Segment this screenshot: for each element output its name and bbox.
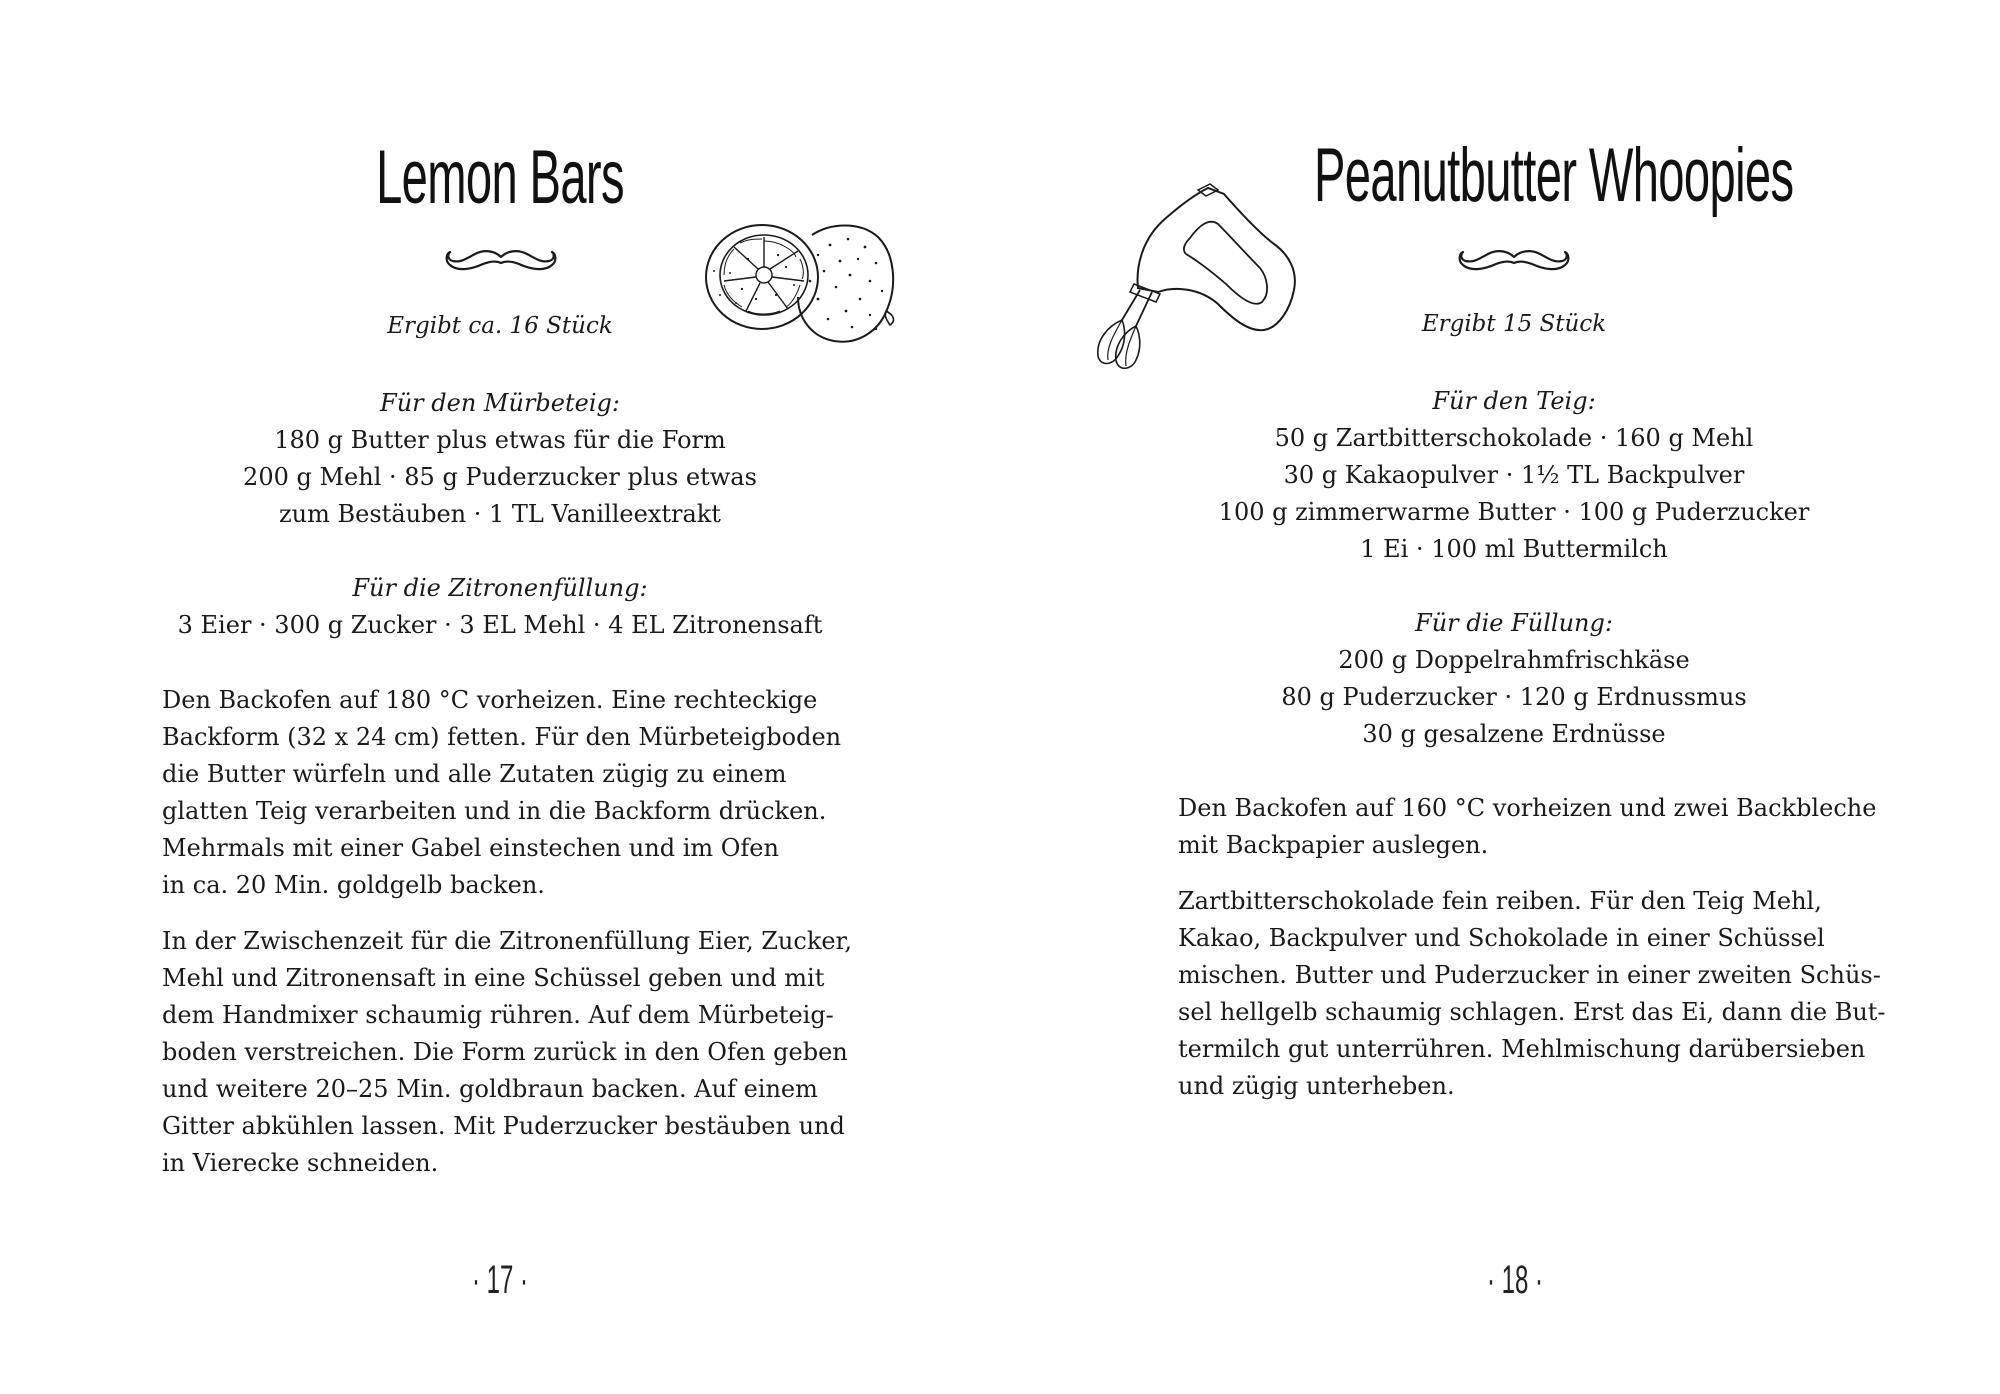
- method-paragraph: In der Zwischenzeit für die Zitronenfüllung Eier, Zucker, Mehl und Zitronensaft in eine Schüssel geben und mit dem Handmixer schaumig rühren. Auf dem Mürbeteig- boden verstreichen. Die Form zurück in den Ofen geben und weitere 20–25 Min. goldbraun backen. Auf einem Gitter abkühlen lassen. Mit Puderzucker bestäuben und in Vierecke schneiden.: [162, 927, 853, 1177]
- method-paragraph: Den Backofen auf 160 °C vorheizen und zwei Backbleche mit Backpapier auslegen.: [1178, 794, 1877, 859]
- mustache-icon: [1458, 245, 1570, 279]
- ingredient-group-heading: Für den Teig:: [1432, 387, 1596, 415]
- method-paragraph: Zartbitterschokolade fein reiben. Für den Teig Mehl, Kakao, Backpulver und Schokolade in einer Schüssel mischen. Butter und Puderzucker in einer zweiten Schüs- sel hellgelb schaumig schlagen. Erst das Ei, dann die But- termilch gut unterrühren. Mehlmischung darübersieben und zügig unterheben.: [1178, 887, 1886, 1100]
- mustache-icon: [445, 245, 557, 279]
- recipe-title: Lemon Bars: [376, 135, 624, 220]
- recipe-yield: Ergibt ca. 16 Stück: [387, 313, 613, 339]
- method-text: [162, 682, 882, 1201]
- ingredient-group: [1134, 605, 1894, 753]
- ingredient-line: 50 g Zartbitterschokolade · 160 g Mehl: [1274, 424, 1754, 452]
- ingredient-line: zum Bestäuben · 1 TL Vanilleextrakt: [279, 500, 721, 528]
- ingredient-line: 200 g Doppelrahmfrischkäse: [1338, 646, 1690, 674]
- method-paragraph: Den Backofen auf 180 °C vorheizen. Eine rechteckige Backform (32 x 24 cm) fetten. Für den Mürbeteigboden die Butter würfeln und alle Zutaten zügig zu einem glatten Teig verarbeiten und in die Backform drücken. Mehrmals mit einer Gabel einstechen und im Ofen in ca. 20 Min. goldgelb backen.: [162, 686, 842, 899]
- lemon-icon: [700, 215, 900, 365]
- page-number: · 17 ·: [471, 1258, 529, 1302]
- ingredient-group: [1134, 383, 1894, 568]
- ingredient-line: 30 g Kakaopulver · 1½ TL Backpulver: [1283, 461, 1745, 489]
- ingredient-line: 3 Eier · 300 g Zucker · 3 EL Mehl · 4 EL Zitronensaft: [177, 611, 823, 639]
- ingredients-list: [1134, 383, 1894, 753]
- ingredient-group-heading: Für die Zitronenfüllung:: [352, 574, 648, 602]
- ingredient-group: [130, 385, 870, 533]
- ingredient-line: 180 g Butter plus etwas für die Form: [274, 426, 726, 454]
- recipe-title: Peanutbutter Whoopies: [1314, 133, 1794, 218]
- ingredient-line: 30 g gesalzene Erdnüsse: [1362, 720, 1666, 748]
- ingredient-group: [130, 570, 870, 644]
- right-page: [1000, 0, 2000, 1394]
- recipe-yield: Ergibt 15 Stück: [1421, 311, 1607, 337]
- ingredients-list: [130, 385, 870, 644]
- ingredient-line: 200 g Mehl · 85 g Puderzucker plus etwas: [243, 463, 757, 491]
- ingredient-group-heading: Für die Füllung:: [1415, 609, 1613, 637]
- ingredient-line: 1 Ei · 100 ml Buttermilch: [1360, 535, 1668, 563]
- ingredient-line: 80 g Puderzucker · 120 g Erdnussmus: [1281, 683, 1747, 711]
- page-number: · 18 ·: [1486, 1258, 1544, 1302]
- method-text: [1178, 790, 1918, 1124]
- ingredient-group-heading: Für den Mürbeteig:: [380, 389, 620, 417]
- hand-mixer-icon: [1078, 180, 1308, 380]
- ingredient-line: 100 g zimmerwarme Butter · 100 g Puderzucker: [1218, 498, 1810, 526]
